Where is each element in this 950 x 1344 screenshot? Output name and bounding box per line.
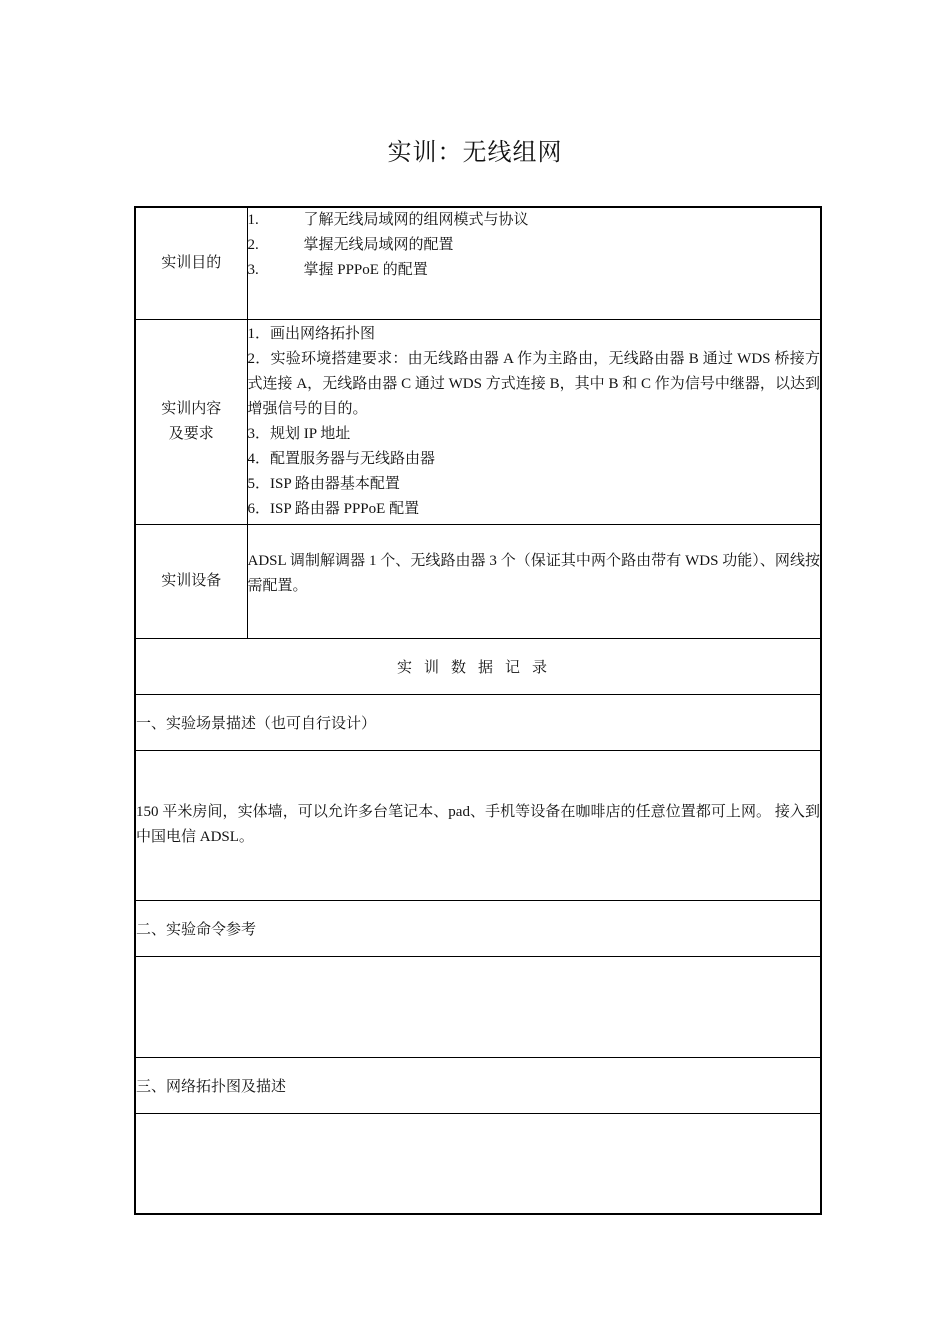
equipment-label: 实训设备 xyxy=(135,524,247,638)
requirement-paragraph: 2．实验环境搭建要求：由无线路由器 A 作为主路由，无线路由器 B 通过 WDS 桥接方式连接 A，无线路由器 C 通过 WDS 方式连接 B，其中 B 和 C 作为信号中继器，以达到增强信号的目的。 xyxy=(247,350,820,417)
content-label xyxy=(135,319,247,524)
record-row xyxy=(135,638,821,694)
goal-number: 2. xyxy=(247,237,259,253)
content-cell xyxy=(247,319,821,524)
section1-heading: 一、实验场景描述（也可自行设计） xyxy=(135,694,821,750)
page-title: 实训：无线组网 xyxy=(387,140,563,166)
goal-number: 1. xyxy=(247,212,259,228)
section3-head-row xyxy=(135,1057,821,1113)
requirement-line: 1．画出网络拓扑图 xyxy=(247,325,376,342)
equipment-text: ADSL 调制解调器 1 个、无线路由器 3 个（保证其中两个路由带有 WDS 功能）、网线按需配置。 xyxy=(247,553,820,594)
training-table xyxy=(134,206,822,1215)
goal-text: 了解无线局域网的组网模式与协议 xyxy=(303,212,529,228)
goal-item xyxy=(248,208,821,233)
content-label-line2: 及要求 xyxy=(168,425,214,442)
scenario-text: 150 平米房间，实体墙，可以允许多台笔记本、pad、手机等设备在咖啡店的任意位置都可上网。 接入到中国电信 ADSL。 xyxy=(136,804,820,845)
section2-body-row xyxy=(135,956,821,1057)
goal-number: 3. xyxy=(247,262,259,278)
content-row xyxy=(135,319,821,524)
requirement-line: 4．配置服务器与无线路由器 xyxy=(247,450,436,467)
record-heading: 实训数据记录 xyxy=(135,638,821,694)
goal-text: 掌握 PPPoE 的配置 xyxy=(303,262,428,278)
section1-head-row xyxy=(135,694,821,750)
section1-body xyxy=(135,750,821,900)
section1-body-row xyxy=(135,750,821,900)
goals-row xyxy=(135,207,821,319)
requirement-line: 5．ISP 路由器基本配置 xyxy=(247,475,400,492)
requirement-line: 6．ISP 路由器 PPPoE 配置 xyxy=(247,500,420,517)
requirement-line: 3．规划 IP 地址 xyxy=(247,425,351,442)
goals-label: 实训目的 xyxy=(135,207,247,319)
content-label-line1: 实训内容 xyxy=(161,400,222,417)
section3-body-row xyxy=(135,1113,821,1214)
section2-body xyxy=(135,956,821,1057)
section3-body xyxy=(135,1113,821,1214)
goal-item xyxy=(248,233,821,258)
section2-head-row xyxy=(135,900,821,956)
section2-heading: 二、实验命令参考 xyxy=(135,900,821,956)
section3-heading: 三、网络拓扑图及描述 xyxy=(135,1057,821,1113)
equipment-cell xyxy=(247,524,821,638)
goal-text: 掌握无线局域网的配置 xyxy=(303,237,454,253)
goal-item xyxy=(248,258,821,283)
goals-cell xyxy=(247,207,821,319)
equipment-row xyxy=(135,524,821,638)
